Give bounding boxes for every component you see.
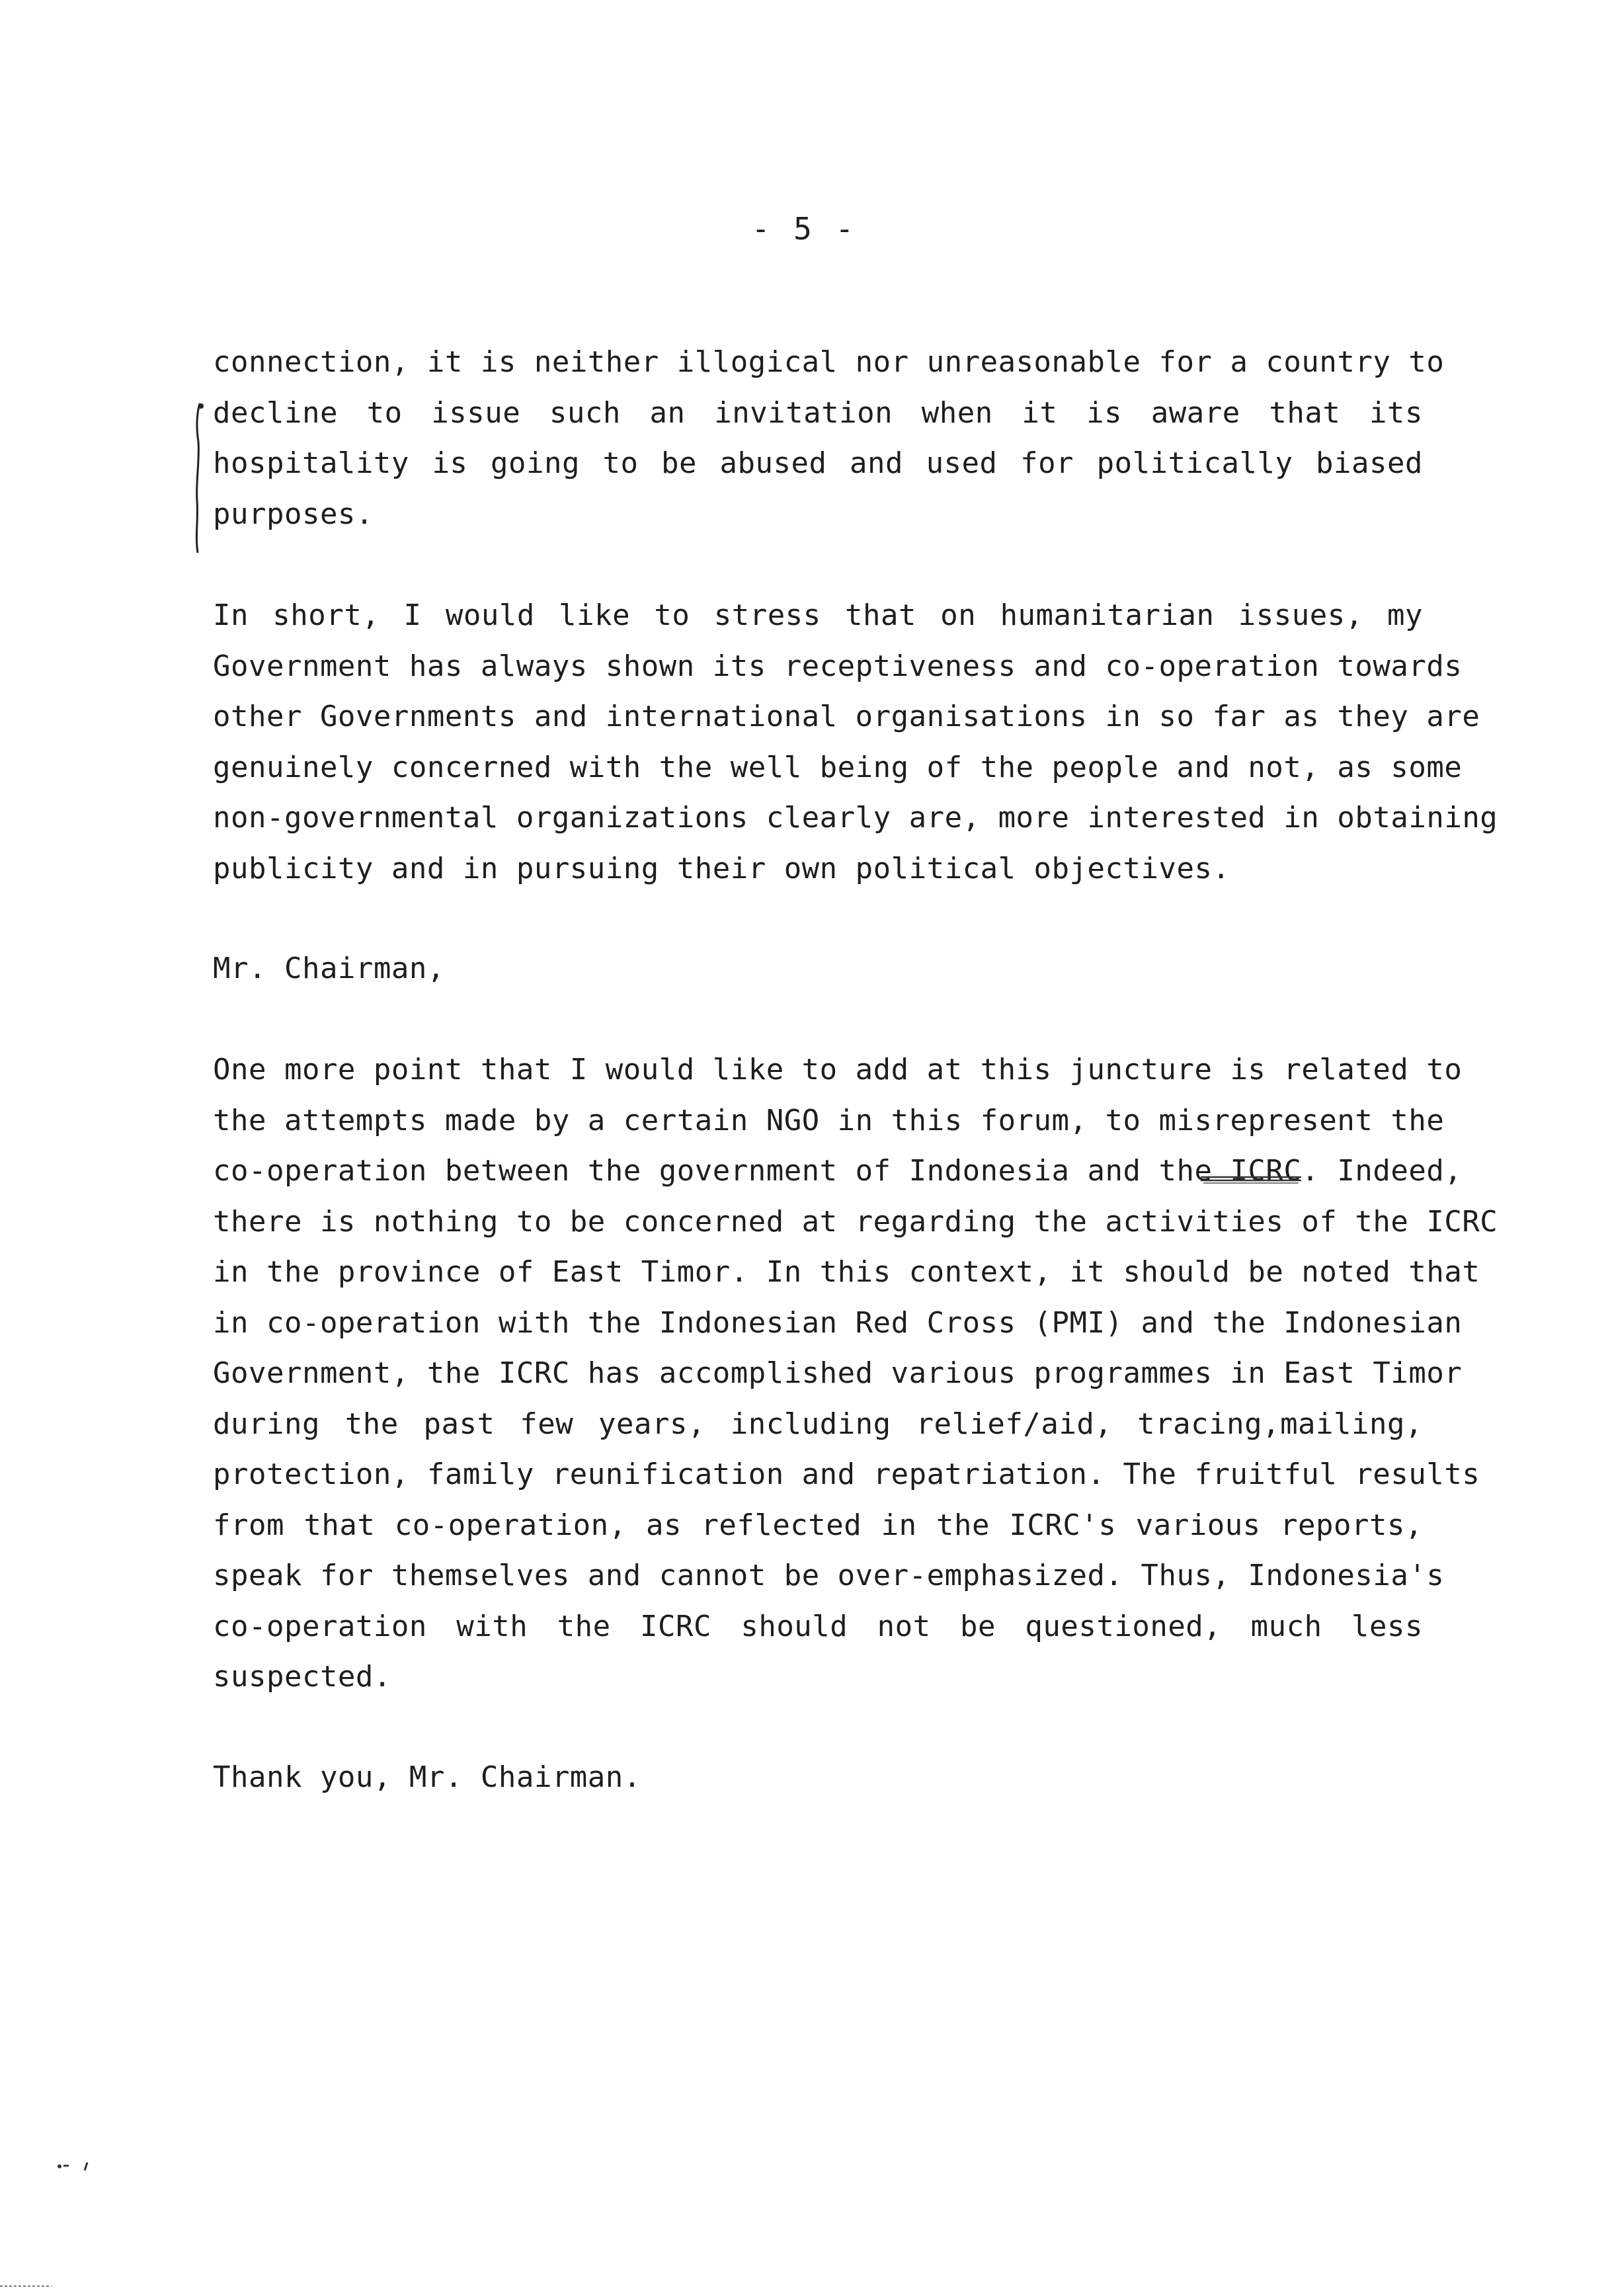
salutation — [213, 944, 1423, 995]
closing — [213, 1752, 1423, 1803]
icrc-underline-mark — [1199, 1175, 1303, 1184]
paragraph-2-line: Government has always shown its receptiveness and co-operation towards — [213, 649, 1463, 683]
salutation-text: Mr. Chairman, — [213, 952, 445, 985]
paragraph-3-line: the attempts made by a certain NGO in this forum, to misrepresent the — [213, 1103, 1445, 1137]
paragraph-3-line: from that co-operation, as reflected in the ICRC's various reports, — [213, 1508, 1423, 1542]
paragraph-1 — [213, 337, 1445, 540]
paragraph-3-line: in the province of East Timor. In this context, it should be noted that — [213, 1255, 1480, 1289]
paragraph-1-line: connection, it is neither illogical nor unreasonable for a country to — [213, 345, 1445, 379]
scan-artifact-mark — [54, 2154, 94, 2174]
paragraph-2-line: publicity and in pursuing their own political objectives. — [213, 851, 1230, 885]
paragraph-3-line: co-operation between the government of Indonesia and the ICRC. Indeed, — [213, 1154, 1463, 1188]
paragraph-3-line: there is nothing to be concerned at regarding the activities of the ICRC — [213, 1204, 1498, 1239]
closing-text: Thank you, Mr. Chairman. — [213, 1760, 641, 1794]
paragraph-2 — [213, 591, 1498, 894]
paragraph-1-line: hospitality is going to be abused and used for politically biased — [213, 446, 1423, 480]
paragraph-2-line: other Governments and international organisations in so far as they are — [213, 700, 1480, 733]
margin-bracket-mark — [193, 402, 206, 554]
paragraph-3-line: co-operation with the ICRC should not be questioned, much less — [213, 1609, 1423, 1643]
page-number: - 5 - — [751, 211, 857, 247]
paragraph-3-line: One more point that I would like to add at this juncture is related to — [213, 1053, 1463, 1086]
scan-edge-artifact — [0, 2283, 53, 2289]
paragraph-1-line: purposes. — [213, 497, 374, 531]
paragraph-3-line: Government, the ICRC has accomplished various programmes in East Timor — [213, 1356, 1463, 1390]
paragraph-3-line: during the past few years, including relief/aid, tracing,mailing, — [213, 1407, 1423, 1441]
paragraph-2-line: genuinely concerned with the well being of the people and not, as some — [213, 750, 1463, 784]
paragraph-2-line: In short, I would like to stress that on humanitarian issues, my — [213, 598, 1423, 632]
paragraph-3-line: in co-operation with the Indonesian Red Cross (PMI) and the Indonesian — [213, 1305, 1463, 1340]
paragraph-2-line: non-governmental organizations clearly are, more interested in obtaining — [213, 801, 1498, 835]
paragraph-3 — [213, 1045, 1498, 1703]
paragraph-3-line: protection, family reunification and repatriation. The fruitful results — [213, 1457, 1480, 1491]
paragraph-3-line: speak for themselves and cannot be over-emphasized. Thus, Indonesia's — [213, 1559, 1445, 1592]
paragraph-1-line: decline to issue such an invitation when it is aware that its — [213, 395, 1423, 430]
paragraph-3-line: suspected. — [213, 1660, 391, 1694]
